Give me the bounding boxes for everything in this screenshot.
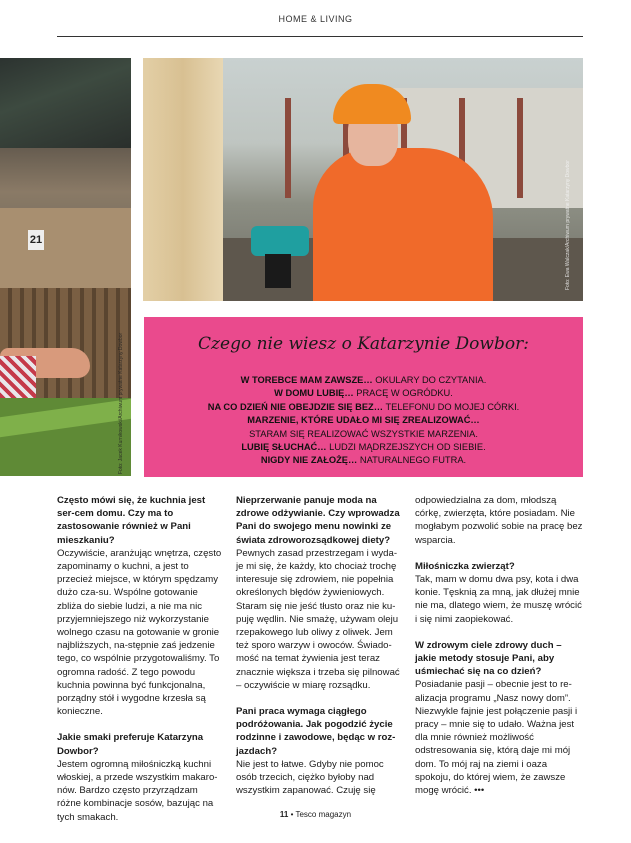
photo-wood-beam (143, 58, 223, 301)
answer: Oczywiście, aranżując wnętrza, często zapominamy o kuchni, a jest to przecież miejsce, w którym spędzamy dużo cza-su. Wspólne gotowanie zbliża do siebie ludzi, a nie ma nic przyjemniejszego niż wykorzystanie wolnego czasu na gotowanie w gronie najbliższych, na-stępnie zaś jedzenie tego, co wspólnie przygotowaliśmy. To ogromna radość. Z tego powodu kuchnia powinna być funkcjonalna, porządny stół i wygodne krzesła są konieczne. (57, 547, 222, 718)
facts-title: Czego nie wiesz o Katarzynie Dowbor: (198, 334, 529, 354)
question: Jakie smaki preferuje Katarzyna Dowbor? (57, 732, 204, 757)
fact-line: MARZENIE, KTÓRE UDAŁO MI SIĘ ZREALIZOWAĆ… (247, 415, 480, 426)
photo-drill-base (265, 254, 291, 288)
house-number: 21 (28, 230, 44, 250)
facts-lines (144, 374, 583, 468)
question: Nieprzerwanie panuje moda na zdrowe odżywianie. Czy wprowadza Pani do swojego menu nowinki ze świata zdroworozsądkowej diety? (236, 495, 400, 546)
question: W zdrowym ciele zdrowy duch – jakie metody stosuje Pani, aby uśmiechać się na co dzień? (415, 639, 562, 678)
answer: Nie jest to łatwe. Gdyby nie pomoc osób trzecich, ciężko byłoby nad wszystkim zapanować. Czuję się (236, 758, 384, 797)
fact-line: STARAM SIĘ REALIZOWAĆ WSZYSTKIE MARZENIA. (249, 428, 478, 439)
fact-line: W TOREBCE MAM ZAWSZE… OKULARY DO CZYTANIA. (240, 375, 487, 385)
fact-line: LUBIĘ SŁUCHAĆ… LUDZI MĄDRZEJSZYCH OD SIEBIE. (241, 442, 486, 453)
article-column-2 (236, 494, 403, 797)
photo-right (143, 58, 583, 301)
photo-credit-right: Foto: Ewa Walczak/Archiwum prywatne Katarzyny Dowbor (565, 160, 571, 290)
fact-line: NIGDY NIE ZAŁOŻĘ… NATURALNEGO FUTRA. (260, 455, 467, 466)
header-rule (57, 36, 583, 37)
question: Miłośniczka zwierząt? (415, 560, 515, 572)
magazine-title: Tesco magazyn (295, 810, 352, 819)
photo-left (0, 58, 131, 476)
photo-jacket (313, 148, 493, 301)
photo-roof (0, 58, 131, 148)
question: Często mówi się, że kuchnia jest ser-cem domu. Czy ma to zastosowanie również w Pani mieszkaniu? (57, 495, 206, 546)
photo-sleeve (0, 356, 36, 398)
photo-wall (0, 208, 131, 288)
article-column-1 (57, 494, 222, 824)
facts-box (144, 317, 583, 477)
section-header: HOME & LIVING (278, 14, 353, 24)
fact-line: NA CO DZIEŃ NIE OBEJDZIE SIĘ BEZ… TELEFONU DO MOJEJ CÓRKI. (207, 401, 520, 412)
answer: Jestem ogromną miłośniczką kuchni włoskiej, a przede wszystkim makaro-nów. Bardzo często przyrządzam różne kombinacje sosów, bazując na tych smakach. (57, 758, 218, 823)
answer: Pewnych zasad przestrzegam i wyda-je mi się, że każdy, kto chociaż trochę interesuje się zdrowiem, nie popełnia określonych błędów żywieniowych. Staram się nie jeść tłusto oraz nie ku-puję wędlin. Nie smażę, używam oleju rzepakowego lub oliwy z oliwek. Jem też sporo warzyw i owoców. Świado-mość na temat żywienia jest teraz znacznie większa i trzeba się pilnować – oczywiście w miarę rozsądku. (236, 547, 400, 691)
photo-drill (251, 226, 309, 256)
footer-separator: • (288, 810, 296, 819)
page-number: 11 (279, 810, 289, 819)
question: Pani praca wymaga ciągłego podróżowania. Jak pogodzić życie rodzinne i zawodowe, będąc w roz-jazdach? (236, 706, 396, 757)
answer: Posiadanie pasji – obecnie jest to re-alizacja programu „Nasz nowy dom”. Niezwykle fajnie jest połączenie pasji i pracy – mnie się to udało. Ważna jest dla mnie również możliwość odstresowania się, którą daje mi mój dom. To mój raj na ziemi i oaza spokoju, do której wiem, że zawsze mogę wrócić. ••• (415, 679, 578, 797)
photo-credit-left: Foto: Jacek Kurnikowski/Archiwum prywatne Katarzyny Dowbor (118, 332, 124, 474)
page-footer (0, 810, 631, 819)
answer: Tak, mam w domu dwa psy, kota i dwa konie. Tęsknią za mną, jak dłużej mnie nie ma, dlatego wiem, że muszę wrócić i się nimi zaopiekować. (415, 574, 582, 625)
fact-line: W DOMU LUBIĘ… PRACĘ W OGRÓDKU. (274, 388, 453, 399)
answer: odpowiedzialna za dom, młodszą córkę, zwierzęta, które posiadam. Nie mogłabym pozwolić sobie na pracę bez wsparcia. (415, 495, 583, 546)
article-column-3 (415, 494, 583, 797)
